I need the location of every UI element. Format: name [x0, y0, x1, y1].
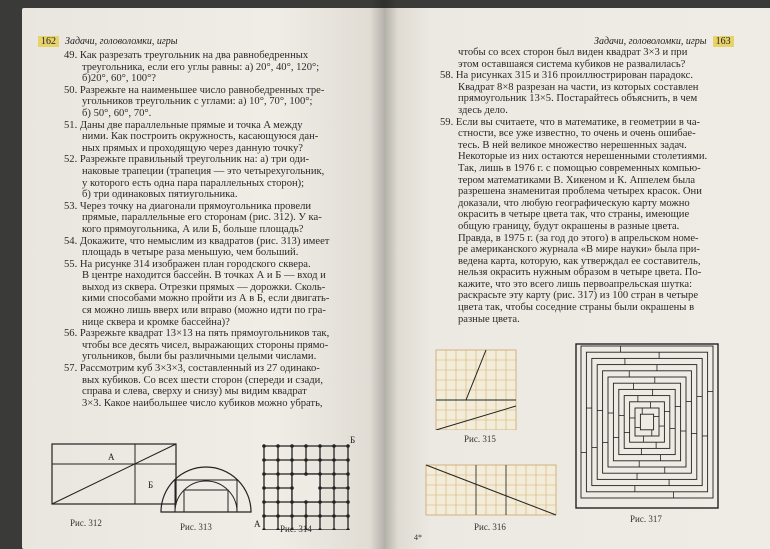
path-node — [290, 500, 294, 504]
right-page-number: 163 — [713, 36, 734, 47]
path-node — [304, 444, 308, 448]
text-line: б) три одинаковых пятиугольника. — [82, 189, 238, 201]
path-node — [290, 458, 294, 462]
path-node — [290, 486, 294, 490]
text-line: 50. Разрежьте на наименьшее число равнобедренных тре- — [64, 84, 325, 96]
path-node — [304, 500, 308, 504]
path-node — [304, 458, 308, 462]
fig314-caption: Рис. 314 — [280, 524, 312, 534]
map-ring — [597, 365, 697, 480]
fig313-caption: Рис. 313 — [180, 522, 212, 532]
left-page — [22, 8, 384, 549]
path-node — [332, 444, 336, 448]
right-page — [384, 8, 770, 549]
path-node — [276, 444, 280, 448]
path-node — [276, 514, 280, 518]
text-line: кажите, что это всего лишь первоапрельская шутка: — [458, 278, 693, 290]
path-node — [290, 472, 294, 476]
text-line: чтобы все десять чисел, выражающих стороны прямо- — [82, 339, 329, 351]
book-gutter — [370, 0, 398, 549]
right-page-text — [440, 47, 708, 325]
right-page-header — [594, 36, 734, 47]
text-line: Так, лишь в 1976 г. с помощью современных компью- — [458, 162, 701, 174]
path-node — [276, 458, 280, 462]
map-ring — [619, 389, 675, 454]
text-line: ними. Как построить окружность, касающуюся дан- — [82, 131, 319, 143]
text-line: В центре находится бассейн. В точках А и Б — вход и — [82, 270, 326, 282]
path-node — [304, 472, 308, 476]
path-node — [318, 458, 322, 462]
path-node — [318, 444, 322, 448]
fig314-label-b: Б — [350, 435, 356, 445]
text-line: разные цвета. — [458, 313, 520, 325]
text-line: ведена карта, которую, как утверждал ее составитель, — [458, 255, 701, 267]
path-node — [276, 472, 280, 476]
path-node — [276, 500, 280, 504]
figure-315 — [432, 346, 524, 430]
map-ring — [608, 377, 686, 467]
path-node — [276, 486, 280, 490]
text-line: наковые трапеции (трапеция — это четырехугольник, — [82, 165, 325, 177]
fig312-caption: Рис. 312 — [70, 518, 102, 528]
path-node — [346, 486, 350, 490]
text-line: справа и слева, сверху и снизу) мы видим квадрат — [82, 386, 307, 398]
fig316-caption: Рис. 316 — [474, 522, 506, 532]
path-node — [290, 444, 294, 448]
fig314-label-a: А — [254, 519, 261, 529]
text-line: 54. Докажите, что немыслим из квадратов (рис. 313) имеет — [64, 235, 330, 247]
path-node — [332, 514, 336, 518]
text-line: 56. Разрежьте квадрат 13×13 на пять прямоугольников так, — [64, 328, 330, 340]
text-line: треугольника, если его углы равны: а) 20°, 40°, 120°; — [82, 61, 320, 73]
text-line: б) 50°, 60°, 70°. — [82, 107, 152, 119]
map-ring — [640, 414, 653, 430]
page-footer-mark: 4* — [414, 533, 422, 542]
text-line: ре американского журнала «В мире науки» была при- — [458, 244, 700, 256]
figure-317 — [572, 340, 722, 512]
text-line: нельзя окрасить нужным образом в четыре цвета. По- — [458, 267, 702, 279]
pool — [292, 474, 320, 502]
text-line: вых кубиков. Со всех шести сторон (спереди и сзади, — [82, 374, 323, 386]
text-line: ных прямых и проходящую через данную точку? — [82, 142, 303, 154]
text-line: у которого есть одна пара параллельных сторон); — [82, 177, 305, 189]
text-line: 51. Даны две параллельные прямые и точка A между — [64, 119, 303, 131]
map-ring — [635, 408, 659, 436]
text-line: Некоторые из них остаются нерешенными столетиями. — [458, 151, 708, 163]
text-line: 53. Через точку на диагонали прямоугольника провели — [64, 200, 312, 212]
text-line: разрешена знаменитая проблема четырех красок. Они — [458, 186, 702, 198]
text-line: этом оставшаяся система кубиков не развалилась? — [458, 58, 686, 70]
text-line: ся можно лишь вверх или вправо (можно идти по гра- — [82, 305, 326, 317]
left-page-header — [38, 36, 178, 47]
fig315-caption: Рис. 315 — [464, 434, 496, 444]
left-page-text — [64, 50, 330, 409]
text-line: здесь дело. — [458, 104, 508, 116]
text-line: б)20°, 60°, 100°? — [82, 73, 157, 85]
text-line: кого прямоугольника, А или Б, больше площадь? — [82, 223, 304, 235]
path-node — [346, 444, 350, 448]
path-node — [332, 528, 336, 530]
left-page-number: 162 — [38, 36, 59, 47]
text-line: доказали, что любую географическую карту можно — [458, 197, 690, 209]
path-node — [262, 514, 266, 518]
text-line: 52. Разрежьте правильный треугольник на: а) три оди- — [64, 154, 310, 166]
path-node — [290, 514, 294, 518]
text-line: Правда, в 1975 г. (за год до этого) в апрельском номе- — [458, 232, 699, 244]
path-node — [332, 458, 336, 462]
path-node — [262, 500, 266, 504]
path-node — [346, 458, 350, 462]
path-node — [318, 528, 322, 530]
path-node — [332, 472, 336, 476]
map-ring — [603, 371, 692, 473]
text-line: площадь в четыре раза меньшую, чем больший. — [82, 247, 299, 259]
left-page-running-title: Задачи, головоломки, игры — [65, 36, 178, 47]
text-line: тесь. В ней великое множество нерешенных задач. — [458, 139, 687, 151]
text-line: 3×3. Какое наибольшее число кубиков можно убрать, — [82, 397, 323, 409]
path-node — [346, 500, 350, 504]
text-line: 55. На рисунке 314 изображен план городского сквера. — [64, 258, 311, 270]
path-node — [346, 528, 350, 530]
fig312-label-a: А — [108, 452, 115, 462]
figure-314 — [254, 434, 359, 530]
text-line: 58. На рисунках 315 и 316 проиллюстрирован парадокс. — [440, 70, 694, 82]
text-line: нице сквера и кромке бассейна)? — [82, 316, 230, 328]
text-line: угольников, были бы различными целыми числами. — [82, 351, 317, 363]
text-line: чтобы со всех сторон был виден квадрат 3×3 и при — [458, 47, 688, 58]
path-node — [318, 472, 322, 476]
map-ring — [581, 346, 713, 498]
text-line: угольников треугольник с углами: а) 10°, 70°, 100°; — [82, 96, 313, 108]
map-ring — [613, 383, 680, 461]
text-line: выход из сквера. Отрезки прямых — дорожки. Сколь- — [82, 281, 326, 293]
path-node — [262, 444, 266, 448]
path-node — [318, 514, 322, 518]
text-line: стности, все уже известно, то очень и очень ошибае- — [458, 128, 696, 140]
text-line: тером математиками В. Хикеном и К. Аппелем была — [458, 174, 696, 186]
text-line: раскрасьте эту карту (рис. 317) из 100 стран в четыре — [458, 290, 699, 302]
path-node — [346, 472, 350, 476]
path-node — [262, 528, 266, 530]
map-ring — [624, 396, 670, 449]
text-line: 49. Как разрезать треугольник на два равнобедренных — [64, 50, 309, 61]
figure-313 — [157, 448, 255, 516]
path-node — [318, 486, 322, 490]
text-line: цвета так, чтобы соседние страны были окрашены в — [458, 302, 695, 314]
text-line: 57. Рассмотрим куб 3×3×3, составленный из 27 одинако- — [64, 363, 320, 375]
path-node — [332, 500, 336, 504]
path-node — [318, 500, 322, 504]
text-line: кими способами можно пройти из А в Б, если двигать- — [82, 293, 330, 305]
figure-316 — [424, 463, 558, 519]
text-line: прямые, параллельные его сторонам (рис. 312). У ка- — [82, 212, 322, 224]
text-line: Квадрат 8×8 разрезан на части, из которых составлен — [458, 81, 699, 93]
text-line: общую границу, будут окрашены в разные цвета. — [458, 220, 680, 232]
map-ring — [586, 352, 707, 492]
text-line: прямоугольник 13×5. Постарайтесь объяснить, в чем — [458, 93, 698, 105]
fig312-label-b: Б — [148, 480, 154, 490]
path-node — [304, 514, 308, 518]
path-node — [346, 514, 350, 518]
text-line: окрасить в четыре цвета так, что страны, имеющие — [458, 209, 690, 221]
path-node — [262, 486, 266, 490]
path-node — [262, 472, 266, 476]
path-node — [262, 458, 266, 462]
right-page-running-title: Задачи, головоломки, игры — [594, 36, 707, 47]
text-line: 59. Если вы считаете, что в математике, в геометрии в ча- — [440, 116, 701, 128]
path-node — [332, 486, 336, 490]
fig317-caption: Рис. 317 — [630, 514, 662, 524]
